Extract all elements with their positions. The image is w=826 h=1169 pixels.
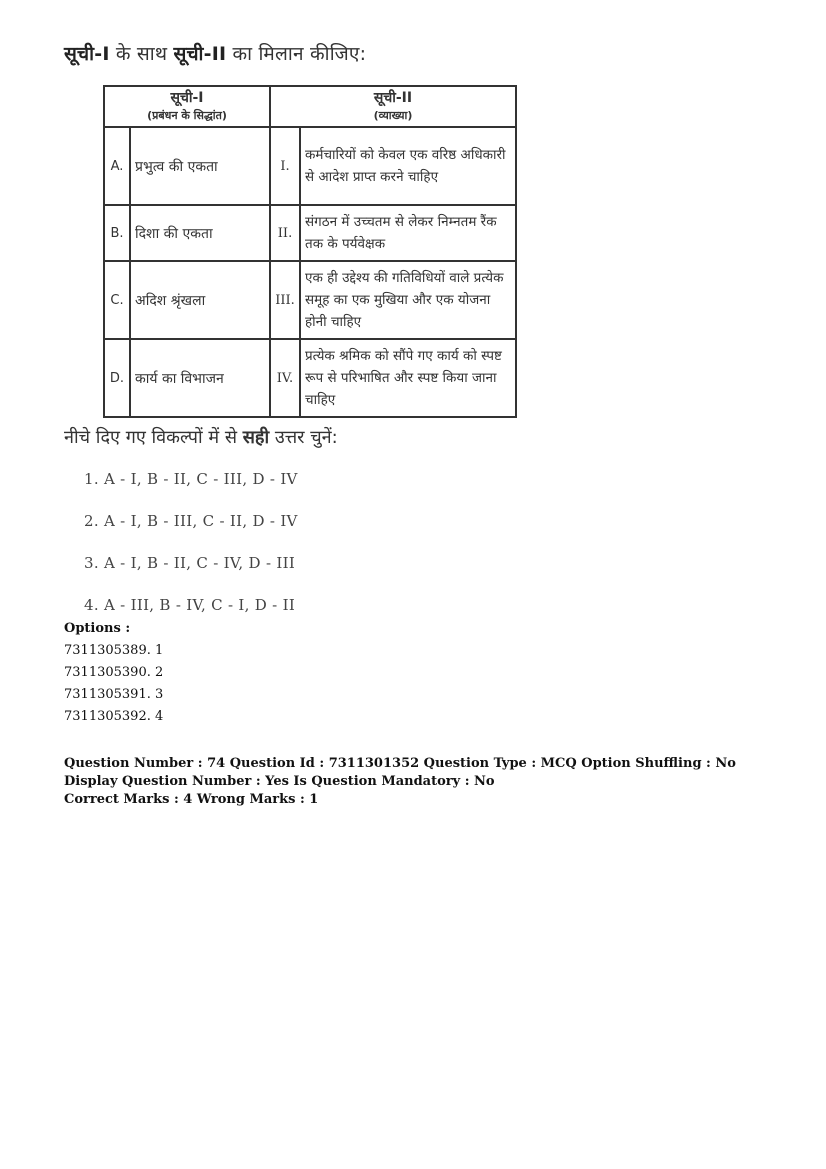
answer-choice-3[interactable]: 3. A - I, B - II, C - IV, D - III <box>84 554 296 572</box>
option-id-3: 7311305391. 3 <box>64 687 164 702</box>
table-row <box>104 339 516 417</box>
answer-choice-2[interactable]: 2. A - I, B - III, C - II, D - IV <box>84 512 298 530</box>
list2-subtitle: (व्याख्या) <box>373 108 413 122</box>
row-roman: III. <box>270 261 300 339</box>
heading-list1: I <box>102 43 110 65</box>
row-letter: B. <box>104 205 130 261</box>
row-letter: C. <box>104 261 130 339</box>
instruction-bold: सही <box>242 427 270 448</box>
match-table <box>103 85 517 418</box>
heading-text-3: सूची- <box>173 43 212 65</box>
row-desc: संगठन में उच्चतम से लेकर निम्नतम रैंक तक के पर्यवेक्षक <box>300 205 516 261</box>
row-roman: IV. <box>270 339 300 417</box>
question-heading <box>64 40 366 66</box>
instruction-text-2: उत्तर चुनें: <box>269 427 338 448</box>
row-letter: A. <box>104 127 130 205</box>
heading-text-2: के साथ <box>109 43 174 65</box>
answer-choice-1[interactable]: 1. A - I, B - II, C - III, D - IV <box>84 470 298 488</box>
answer-instruction <box>64 425 338 449</box>
row-roman: I. <box>270 127 300 205</box>
heading-text-1: सूची- <box>64 43 103 65</box>
table-row <box>104 261 516 339</box>
option-id-4: 7311305392. 4 <box>64 709 164 724</box>
answer-choice-4[interactable]: 4. A - III, B - IV, C - I, D - II <box>84 596 296 614</box>
list1-title: सूची-I <box>170 89 204 106</box>
row-item: अदिश श्रृंखला <box>130 261 270 339</box>
row-roman: II. <box>270 205 300 261</box>
row-letter: D. <box>104 339 130 417</box>
marks-info: Correct Marks : 4 Wrong Marks : 1 <box>64 792 319 807</box>
row-item: प्रभुत्व की एकता <box>130 127 270 205</box>
row-item: कार्य का विभाजन <box>130 339 270 417</box>
table-header-row <box>104 86 516 127</box>
table-row <box>104 127 516 205</box>
table-row <box>104 205 516 261</box>
row-desc: कर्मचारियों को केवल एक वरिष्ठ अधिकारी से आदेश प्राप्त करने चाहिए <box>300 127 516 205</box>
option-id-1: 7311305389. 1 <box>64 643 164 658</box>
heading-list2: II <box>211 43 227 65</box>
list1-header <box>104 86 270 127</box>
list1-subtitle: (प्रबंधन के सिद्धांत) <box>147 108 227 122</box>
row-desc: एक ही उद्देश्य की गतिविधियों वाले प्रत्येक समूह का एक मुखिया और एक योजना होनी चाहिए <box>300 261 516 339</box>
list2-header <box>270 86 516 127</box>
option-id-2: 7311305390. 2 <box>64 665 164 680</box>
heading-text-4: का मिलान कीजिए: <box>226 43 367 65</box>
options-label: Options : <box>64 621 131 636</box>
list2-title: सूची-II <box>373 89 413 106</box>
row-item: दिशा की एकता <box>130 205 270 261</box>
row-desc: प्रत्येक श्रमिक को सौंपे गए कार्य को स्पष्ट रूप से परिभाषित और स्पष्ट किया जाना चाहिए <box>300 339 516 417</box>
instruction-text-1: नीचे दिए गए विकल्पों में से <box>64 427 243 448</box>
question-details: Question Number : 74 Question Id : 7311301352 Question Type : MCQ Option Shuffling : No Display Question Number : Yes Is Question Mandatory : No <box>64 756 736 789</box>
